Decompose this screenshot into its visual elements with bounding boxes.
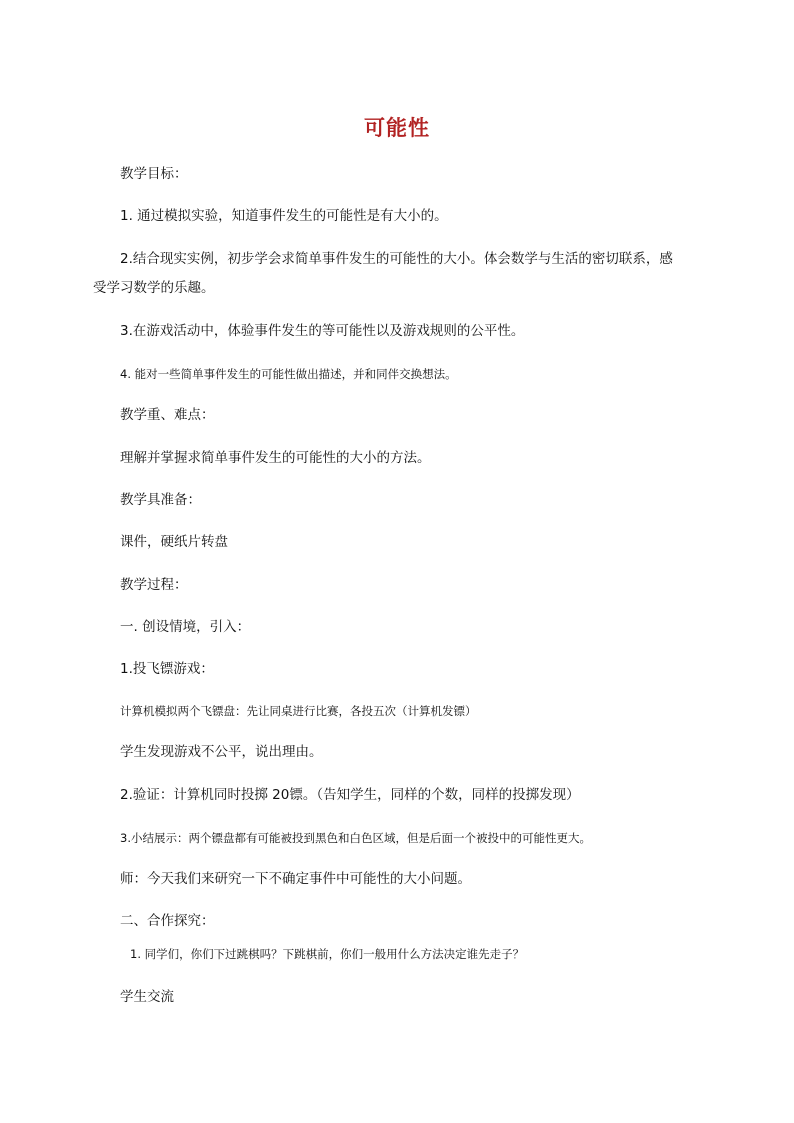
- step-1-item-2: 2.验证：计算机同时投掷 20镖。（告知学生，同样的个数，同样的投掷发现）: [120, 787, 580, 803]
- objective-1: 1. 通过模拟实验，知道事件发生的可能性是有大小的。: [120, 208, 448, 224]
- section-heading-process: 教学过程：: [120, 577, 188, 593]
- step-1-item-3: 3.小结展示：两个镖盘都有可能被投到黑色和白色区域，但是后面一个被投中的可能性更大。: [120, 831, 591, 845]
- objective-2-line-1: 2.结合现实实例，初步学会求简单事件发生的可能性的大小。体会数学与生活的密切联系，感: [120, 251, 673, 267]
- step-2-heading: 二、合作探究：: [120, 913, 215, 929]
- objective-2-line-2: 受学习数学的乐趣。: [93, 280, 215, 296]
- step-2-item-1: 1. 同学们，你们下过跳棋吗？下跳棋前，你们一般用什么方法决定谁先走子？: [130, 947, 525, 961]
- student-exchange: 学生交流: [120, 989, 174, 1005]
- teacher-remark: 师：今天我们来研究一下不确定事件中可能性的大小问题。: [120, 871, 471, 887]
- key-points-text: 理解并掌握求简单事件发生的可能性的大小的方法。: [120, 450, 431, 466]
- section-heading-key-points: 教学重、难点：: [120, 407, 215, 423]
- page-title: 可能性: [364, 115, 430, 140]
- step-1-heading: 一. 创设情境，引入：: [120, 619, 251, 635]
- materials-text: 课件，硬纸片转盘: [120, 534, 228, 550]
- step-1-item-1: 1.投飞镖游戏：: [120, 661, 214, 677]
- objective-3: 3.在游戏活动中，体验事件发生的等可能性以及游戏规则的公平性。: [120, 323, 525, 339]
- step-1-item-1-result: 学生发现游戏不公平，说出理由。: [120, 744, 323, 760]
- section-heading-materials: 教学具准备：: [120, 492, 201, 508]
- step-1-item-1-desc: 计算机模拟两个飞镖盘：先让同桌进行比赛，各投五次（计算机发镖）: [120, 704, 477, 718]
- section-heading-objectives: 教学目标：: [120, 166, 188, 182]
- objective-4: 4. 能对一些简单事件发生的可能性做出描述，并和同伴交换想法。: [120, 367, 457, 381]
